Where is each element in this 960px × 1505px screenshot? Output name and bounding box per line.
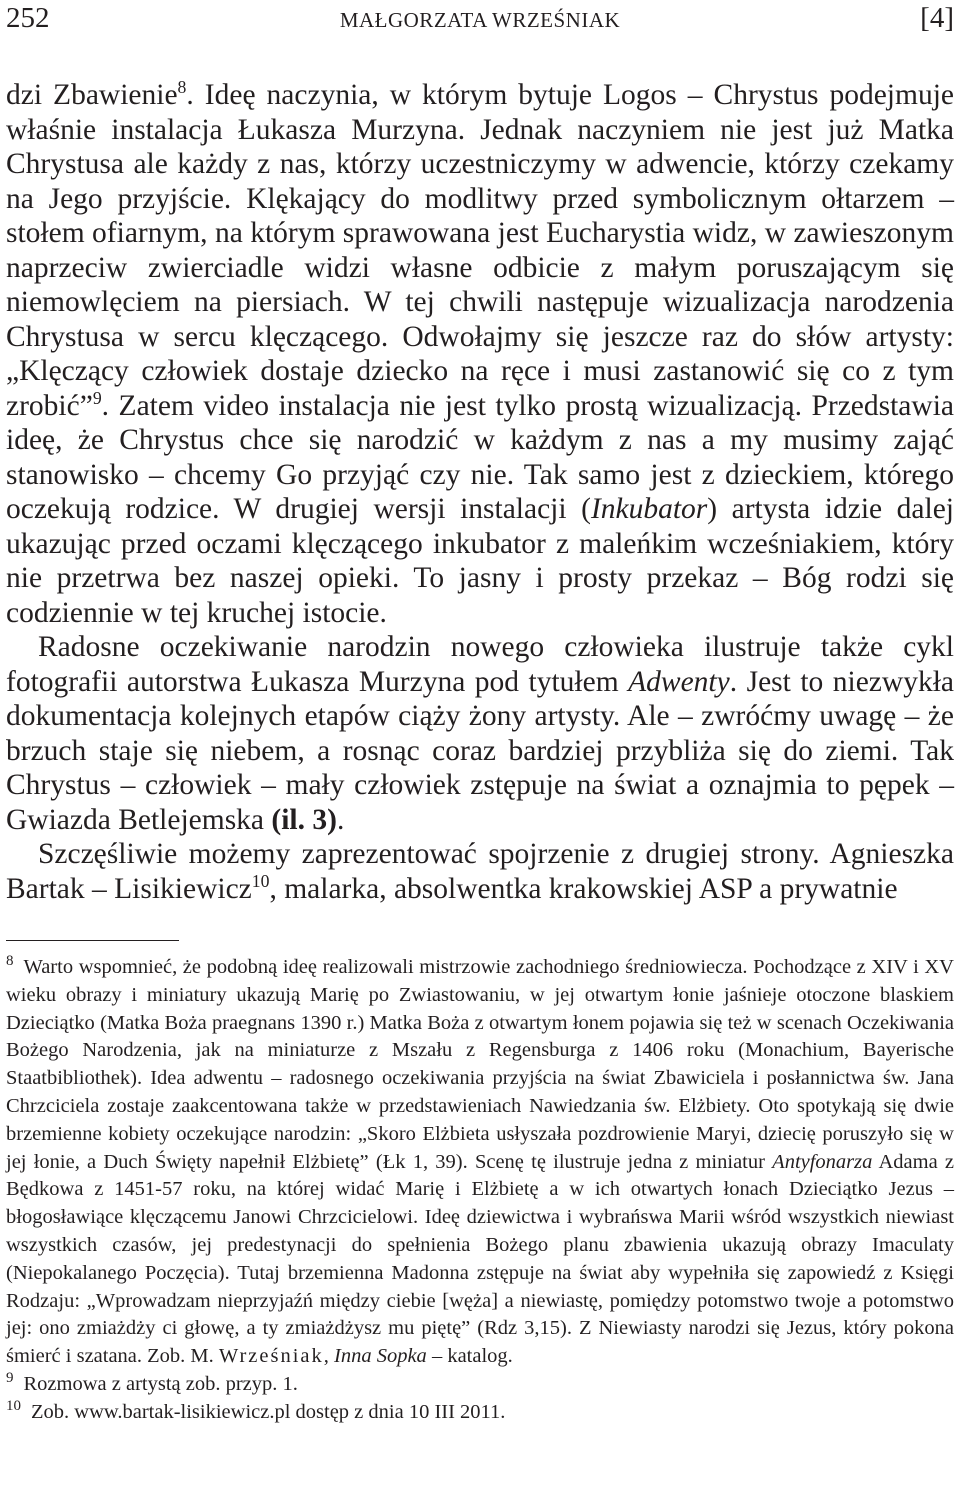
- footnote-9: [6, 1371, 954, 1399]
- section-number: [4]: [920, 2, 954, 34]
- text-run: , malarka, absolwentka krakowskiej ASP a prywatnie: [269, 872, 898, 905]
- footnote-number: 9: [6, 1370, 14, 1387]
- footnote-10: [6, 1399, 954, 1427]
- text-run: . Zatem video instalacja nie jest tylko prostą wizualizacją. Przedstawia ideę, że Chrystus chce się narodzić w każdym z nas a my musimy zająć stanowisko – chcemy Go przyjąć czy nie. Tak samo jest z dzieckiem, którego oczekują rodzice. W drugiej wersji instalacji (: [6, 389, 954, 525]
- italic-title: Antyfonarza: [772, 1150, 873, 1173]
- text-run: Adama z Będkowa z 1451-57 roku, na której widać Marię i Elżbietę a w ich otwartych łonach Dzieciątko Jezus – błogosławiące klęczącemu Janowi Chrzcicielowi. Ideę dziewictwa i wybrańswa Marii wśród wszystkich niewiast wszystkich czasów, jej predestynacji do spełnienia Bożego planu zbawienia ukazują obrazy Imaculaty (Niepokalanego Poczęcia). Tutaj brzemienna Madonna zstępuje na świat aby wypełniła się zapowiedź z Księgi Rodzaju: „Wprowadzam nieprzyjaźń między ciebie [węża] a niewiastę, pomiędzy potomstwo twoje a potomstwo jej: ono zmiażdży ci głowę, a ty zmiażdżysz mu piętę” (Rdz 3,15). Z Niewiasty narodzi się Jezus, który pokona śmierć i szatana. Zob. M.: [6, 1150, 954, 1368]
- text-run: – katalog.: [426, 1345, 513, 1368]
- footnote-ref-8[interactable]: 8: [177, 77, 187, 98]
- footnote-ref-9[interactable]: 9: [92, 387, 102, 408]
- italic-title: Adwenty: [628, 665, 730, 698]
- text-run: Rozmowa z artystą zob. przyp. 1.: [23, 1372, 298, 1395]
- footnote-number: 10: [6, 1397, 21, 1414]
- footnote-8: [6, 954, 954, 1371]
- page-number: 252: [6, 2, 50, 34]
- text-run: Warto wspomnieć, że podobną ideę realizowali mistrzowie zachodniego średniowiecza. Pochodzące z XIV i XV wieku obrazy i miniatury ukazują Marię po Zwiastowaniu, w jej otwartym łonie jaśnieje otoczone blaskiem Dzieciątko (Matka Boża praegnans 1390 r.) Matka Boża z otwartym łonem pojawia się też w scenach Oczekiwania Bożego Narodzenia, jak na miniaturze z Mszału z Regensburga z 1406 roku (Monachium, Bayerische Staatbibliothek). Idea adwentu – radosnego oczekiwania przyjścia na świat Zbawiciela i posłannictwa św. Jana Chrzciciela zostaje zaakcentowana także w przedstawieniach Nawiedzania św. Elżbiety. Oto spotykają się dwie brzemienne kobiety oczekujące narodzin: „Skoro Elżbieta usłyszała pozdrowienie Maryi, dziecię poruszyło się w jej łonie, a Duch Święty napełnił Elżbietę” (Łk 1, 39). Scenę tę ilustruje jedna z miniatur: [6, 956, 954, 1173]
- paragraph-3: [6, 837, 954, 906]
- italic-title: Inna Sopka: [334, 1345, 427, 1368]
- paragraph-2: [6, 630, 954, 837]
- running-head: MAŁGORZATA WRZEŚNIAK: [339, 8, 621, 32]
- main-text: [6, 78, 954, 906]
- text-run: . Jest to niezwykła dokumentacja kolejnych etapów ciąży żony artysty. Ale – zwróćmy uwagę – że brzuch staje się niebem, a rosnąc coraz bardziej przybliża się do ziemi. Tak Chrystus – człowiek – mały człowiek zstępuje na świat a oznajmia to pępek – Gwiazda Betlejemska: [6, 665, 954, 836]
- italic-title: Inkubator: [590, 493, 708, 525]
- footnote-divider: [6, 940, 179, 941]
- footnote-ref-10[interactable]: 10: [251, 870, 270, 891]
- text-run: .: [336, 803, 345, 836]
- text-run: dzi Zbawienie: [6, 79, 178, 111]
- footnote-number: 8: [6, 953, 14, 970]
- text-run: Radosne oczekiwanie narodzin nowego człowieka ilustruje także cykl fotografii autorstwa Łukasza Murzyna pod tytułem: [6, 631, 954, 698]
- page-header: [6, 0, 954, 44]
- text-run: ) artysta idzie dalej ukazując przed oczami klęczącego inkubator z maleńkim wcześniakiem, który nie przetrwa bez naszej opieki. To jasny i prosty przekaz – Bóg rodzi się codziennie w tej kruchej istocie.: [6, 493, 954, 629]
- illustration-ref: (il. 3): [271, 803, 337, 836]
- text-run: . Ideę naczynia, w którym bytuje Logos – Chrystus podejmuje właśnie instalacja Łukasza Murzyna. Jednak naczyniem nie jest już Matka Chrystusa ale każdy z nas, którzy uczestniczymy w adwencie, którzy czekamy na Jego przyjście. Klękający do modlitwy przed symbolicznym ołtarzem – stołem ofiarnym, na którym sprawowana jest Eucharystia widz, w zawieszonym naprzeciw zwierciadle widzi własne odbicie z małym poruszającym się niemowlęciem na piersiach. W tej chwili następuje wizualizacja narodzenia Chrystusa w sercu klęczącego. Odwołajmy się jeszcze raz do słów artysty: „Klęczący człowiek dostaje dziecko na ręce i musi zastanowić się co z tym zrobić”: [6, 79, 954, 422]
- text-run: Szczęśliwie możemy zaprezentować spojrzenie z drugiej strony. Agnieszka Bartak – Lisikiewicz: [6, 838, 954, 905]
- paragraph-1: [6, 78, 954, 630]
- text-run: ,: [323, 1345, 334, 1368]
- footnotes: [6, 954, 954, 1427]
- text-run: Zob. www.bartak-lisikiewicz.pl dostęp z dnia 10 III 2011.: [31, 1400, 506, 1423]
- author-name: Wrześniak: [218, 1345, 324, 1368]
